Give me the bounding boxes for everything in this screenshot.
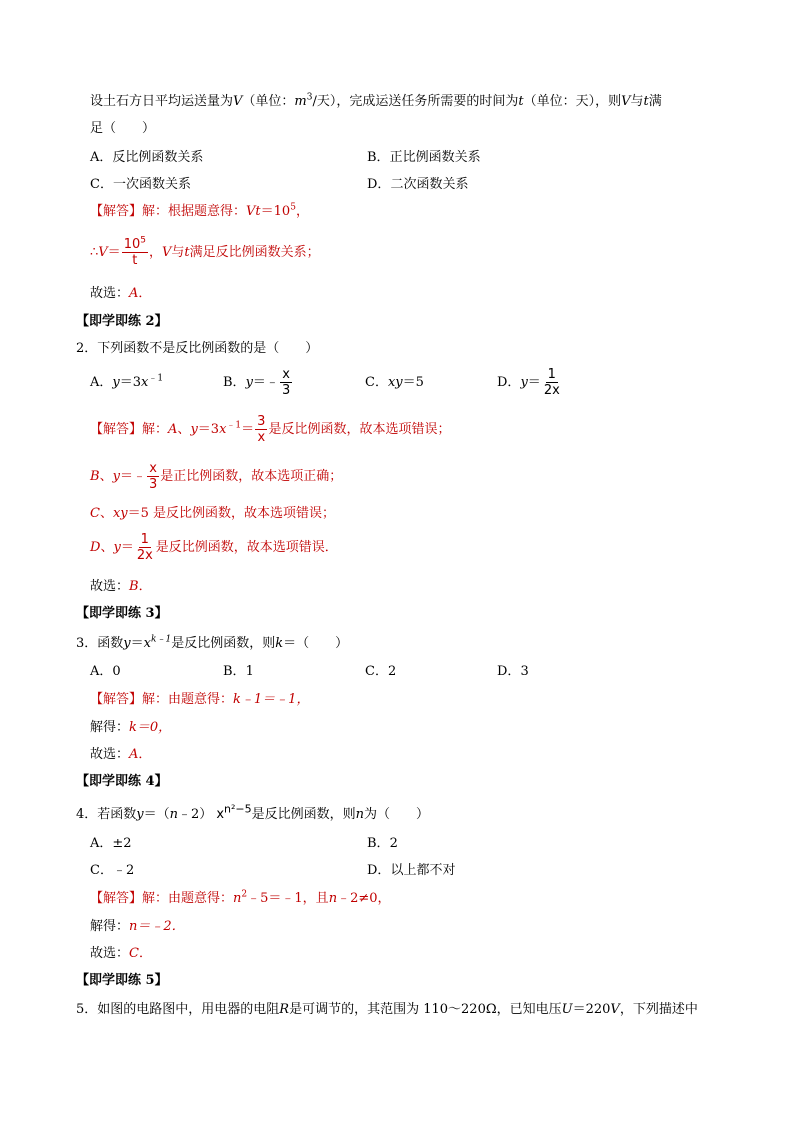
text: 是正比例函数，故本选项正确； [160, 469, 343, 484]
option-label: B． [367, 836, 390, 851]
text: ． [138, 747, 152, 762]
q4-option-c [90, 862, 134, 880]
q2-option-b [223, 365, 293, 401]
option-text: ±2 [112, 836, 132, 851]
text: ﹣5＝﹣1，且 [247, 891, 329, 906]
text: 满 [648, 94, 662, 109]
denominator: t [132, 253, 138, 268]
text: ＝3 [119, 375, 142, 390]
var-V: V [98, 245, 108, 260]
var-x: x [219, 422, 227, 437]
text: ＝5 是反比例函数，故本选项错误； [127, 506, 336, 521]
text: 解：根据题意得： [142, 204, 247, 219]
text: ＝（ ） [283, 636, 349, 651]
text: ＝3 [197, 422, 220, 437]
exponent: k﹣1 [151, 634, 172, 645]
answer-tag: 【解答】 [90, 891, 143, 906]
choice: C [129, 946, 139, 961]
option-text: 0 [112, 664, 121, 679]
var-n: n [355, 807, 365, 822]
var-k: k [275, 636, 284, 651]
numerator: 3 [257, 414, 266, 429]
exponent: 2 [241, 889, 248, 900]
text: ． [138, 579, 152, 594]
text: ﹣2≠0， [337, 891, 391, 906]
denominator: x [257, 430, 266, 445]
var-m: m [294, 94, 307, 109]
text: 为（ ） [364, 807, 430, 822]
text: /天），完成运送任务所需要的时间为 [312, 94, 519, 109]
text: 故选： [90, 579, 130, 594]
option-label: B． [367, 150, 390, 165]
q4-choose [90, 945, 152, 963]
option-text: 二次函数关系 [390, 177, 469, 192]
text: 与 [630, 94, 644, 109]
text: 3．函数 [76, 636, 124, 651]
option-text: 反比例函数关系 [112, 150, 204, 165]
var-y: y [113, 540, 121, 555]
option-label: B． [223, 664, 246, 679]
option-text: 1 [245, 664, 254, 679]
q3-answer [90, 691, 309, 709]
answer-tag: 【解答】 [90, 692, 143, 707]
var-y: y [112, 469, 120, 484]
text: ＝（ [143, 807, 170, 822]
text: ＝ [527, 375, 541, 390]
text: 10 [123, 237, 141, 252]
section-heading-3: 【即学即练 3】 [76, 606, 168, 621]
var-t: t [184, 245, 190, 260]
text: 、 [100, 540, 114, 555]
option-label: B． [223, 375, 246, 390]
var-xy: xy [387, 375, 403, 390]
option-label: A． [90, 150, 113, 165]
numerator: 1 [547, 367, 556, 382]
var-R: R [279, 1002, 290, 1017]
text: 、 [99, 469, 113, 484]
text: ， [295, 204, 309, 219]
var-y: y [136, 807, 144, 822]
text: ＝﹣ [252, 375, 279, 390]
exponent: n²−5 [224, 802, 252, 816]
choice: D [90, 540, 101, 555]
section-heading-4: 【即学即练 4】 [76, 774, 168, 789]
section-heading-5: 【即学即练 5】 [76, 973, 168, 988]
text: ，下列描述中 [619, 1002, 698, 1017]
q2-stem: 2．下列函数不是反比例函数的是（ ） [76, 341, 319, 356]
q4-option-b [367, 835, 398, 853]
choice: C [90, 506, 100, 521]
var-y: y [190, 422, 198, 437]
option-label: C． [365, 664, 388, 679]
var-y: y [245, 375, 253, 390]
answer-tag: 【解答】 [90, 204, 143, 219]
var-y: y [123, 636, 131, 651]
q1-option-d [367, 176, 468, 194]
numerator [122, 237, 148, 253]
q2-answer-line1 [90, 412, 450, 448]
q2-answer-line2 [90, 459, 342, 495]
option-text: 以上都不对 [390, 863, 456, 878]
text: ＝ [120, 540, 134, 555]
equation: k﹣1＝﹣1， [233, 692, 310, 707]
var-V: V [161, 245, 172, 260]
text: 是反比例函数，故本选项错误； [268, 422, 451, 437]
q4-option-d [367, 862, 455, 880]
var-t: t [643, 94, 649, 109]
fraction [135, 532, 155, 563]
text: 故选： [90, 286, 130, 301]
q1-stem-line2: 足（ ） [90, 121, 156, 136]
q3-stem [76, 635, 348, 653]
option-label: C． [90, 177, 113, 192]
option-label: D． [497, 664, 521, 679]
text: ， [148, 245, 162, 260]
q1-stem-line1 [90, 93, 662, 111]
var-t: t [518, 94, 524, 109]
text: ＝5 [402, 375, 424, 390]
choice: B [90, 469, 100, 484]
option-label: C． [365, 375, 388, 390]
q1-option-b [367, 149, 481, 167]
var-V: V [610, 1002, 620, 1017]
text: ﹣2） [178, 807, 213, 822]
exponent: 5 [140, 235, 146, 246]
text: ＝ [241, 422, 255, 437]
q2-answer-line4 [90, 530, 338, 566]
denominator: 2x [543, 383, 560, 398]
text: 、 [177, 422, 191, 437]
text: 与 [171, 245, 185, 260]
q3-option-b [223, 663, 254, 681]
option-label: D． [367, 863, 391, 878]
text: ＝ [130, 636, 144, 651]
q2-option-d [497, 365, 563, 401]
text: 4．若函数 [76, 807, 137, 822]
q3-choose [90, 746, 151, 764]
option-label: A． [90, 664, 113, 679]
q2-option-c [365, 365, 424, 401]
text: 故选： [90, 946, 130, 961]
answer-tag: 【解答】 [90, 422, 143, 437]
exponent: ﹣1 [148, 373, 164, 384]
var-y: y [520, 375, 528, 390]
fraction [255, 414, 267, 445]
numerator: 1 [140, 532, 149, 547]
var-n: n [328, 891, 338, 906]
option-label: D． [367, 177, 391, 192]
text: 故选： [90, 747, 130, 762]
var-x: x [216, 807, 225, 822]
fraction [122, 237, 148, 268]
section-heading-2: 【即学即练 2】 [76, 314, 168, 329]
text: 是反比例函数，则 [171, 636, 276, 651]
text: 解：由题意得： [142, 692, 234, 707]
option-text: ﹣2 [112, 863, 135, 878]
q1-option-c [90, 176, 191, 194]
q1-option-a [90, 149, 203, 167]
q4-stem [76, 802, 430, 824]
q2-option-a [90, 365, 163, 401]
text: 是反比例函数，则 [251, 807, 356, 822]
text: ＝10 [260, 204, 291, 219]
option-label: A． [90, 836, 113, 851]
choice: A [168, 422, 178, 437]
var-U: U [561, 1002, 573, 1017]
option-text: 一次函数关系 [112, 177, 191, 192]
text: ＝﹣ [119, 469, 146, 484]
var-Vt: Vt [246, 204, 261, 219]
q1-answer-line2 [90, 233, 320, 273]
text: 是反比例函数，故本选项错误． [155, 540, 338, 555]
q1-choose [90, 285, 151, 303]
var-V: V [233, 94, 243, 109]
fraction [542, 367, 562, 398]
q4-answer [90, 890, 391, 908]
fraction [280, 367, 292, 398]
option-text: 2 [387, 664, 397, 679]
option-text: 3 [520, 664, 529, 679]
text: 解：由题意得： [142, 891, 234, 906]
q2-choose [90, 578, 152, 596]
text: ． [138, 286, 152, 301]
q2-answer-line3 [90, 505, 335, 523]
var-V: V [621, 94, 631, 109]
var-n: n [233, 891, 242, 906]
var-x: x [141, 375, 149, 390]
text: 、 [99, 506, 113, 521]
q4-option-a [90, 835, 132, 853]
text: （单位： [242, 94, 295, 109]
equation: k＝0， [129, 720, 172, 735]
text: ． [138, 946, 152, 961]
fraction [147, 461, 159, 492]
denominator: 2x [136, 548, 153, 563]
numerator: x [149, 461, 157, 476]
text: ∴ [90, 245, 99, 260]
text: 5．如图的电路图中，用电器的电阻 [76, 1002, 280, 1017]
q1-answer-line1 [90, 203, 309, 221]
text: ＝220 [572, 1002, 611, 1017]
option-text: 2 [389, 836, 398, 851]
exponent: 5 [290, 202, 296, 213]
exponent: 3 [306, 92, 313, 103]
choice: A [129, 286, 139, 301]
text: （单位：天），则 [523, 94, 622, 109]
exponent: ﹣1 [226, 420, 242, 431]
var-y: y [112, 375, 120, 390]
denominator: 3 [281, 383, 291, 398]
choice: A [129, 747, 139, 762]
text: 解得： [90, 919, 130, 934]
text: 设土石方日平均运送量为 [90, 94, 234, 109]
equation: n＝﹣2． [129, 919, 185, 934]
denominator: 3 [148, 477, 158, 492]
numerator: x [282, 367, 290, 382]
option-text: 正比例函数关系 [389, 150, 481, 165]
q5-stem [76, 1001, 698, 1019]
q4-solve [90, 918, 185, 936]
text: 解得： [90, 720, 130, 735]
option-label: C． [90, 863, 113, 878]
q3-option-d [497, 663, 529, 681]
text: 是可调节的，其范围为 110～220Ω，已知电压 [289, 1002, 562, 1017]
var-n: n [169, 807, 179, 822]
var-x: x [143, 636, 151, 651]
option-label: A． [90, 375, 113, 390]
q3-solve [90, 719, 171, 737]
option-label: D． [497, 375, 521, 390]
text: 解： [142, 422, 169, 437]
choice: B [129, 579, 139, 594]
q3-option-c [365, 663, 396, 681]
var-xy: xy [112, 506, 128, 521]
q3-option-a [90, 663, 121, 681]
text: ＝ [107, 245, 121, 260]
text: 满足反比例函数关系； [189, 245, 320, 260]
